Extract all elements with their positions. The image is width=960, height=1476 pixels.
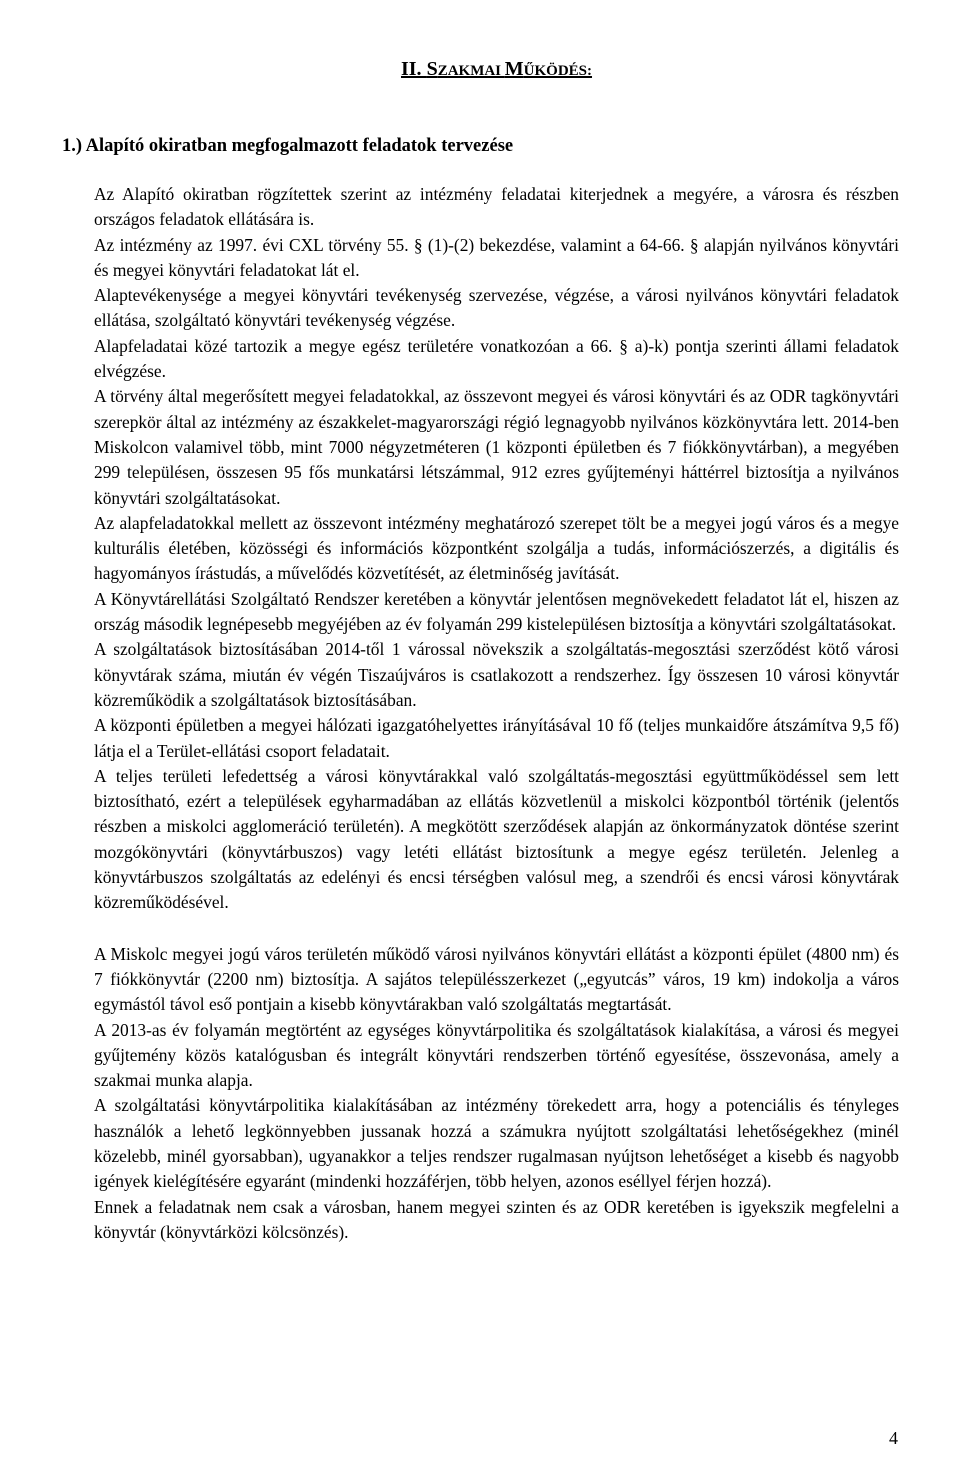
paragraph: A szolgáltatások biztosításában 2014-től 1 várossal növekszik a szolgáltatás-megosztási szerződést kötő városi könyvtárak száma, miután év végén Tiszaújváros is csatlakozott a rendszerhez. Így összesen 10 városi könyvtár közreműködik a szolgáltatások biztosításában.: [94, 639, 899, 710]
title-smallcaps: ZAKMAI: [437, 63, 505, 79]
paragraph: A teljes területi lefedettség a városi könyvtárakkal való szolgáltatás-megosztási együttműködéssel sem lett biztosítható, ezért a települések egyharmadában az ellátás közvetlenül a miskolci központból történik (jelentős részben a miskolci agglomeráció területén). A megkötött szerződések alapján az önkormányzatok döntése szerint mozgókönyvtári (könyvtárbuszos) vagy letéti ellátást biztosítunk a megye egész területén. Jelenleg a könyvtárbuszos szolgáltatás az edelényi és encsi térségben valósul meg, a szendrői és encsi városi könyvtárak közreműködésével.: [94, 765, 899, 913]
paragraph: A szolgáltatási könyvtárpolitika kialakításában az intézmény törekedett arra, hogy a potenciális és tényleges használók a lehető legkönnyebben jussanak hozzá a számukra nyújtott szolgáltatási lehetőségekhez (minél közelebb, minél gyorsabban), ugyanakkor a teljes rendszer rugalmasan nyújtson lehetőséget a kisebb és nagyobb igények kielégítésére egyaránt (mindenki hozzáférjen, több helyen, azonos eséllyel férjen hozzá).: [94, 1095, 899, 1192]
paragraph: Alaptevékenysége a megyei könyvtári tevékenység szervezése, végzése, a városi nyilvános könyvtári feladatok ellátása, szolgáltató könyvtári tevékenység végzése.: [94, 285, 899, 331]
paragraph: A törvény által megerősített megyei feladatokkal, az összevont megyei és városi könyvtári és az ODR tagkönyvtári szerepkör által az intézmény az északkelet-magyarországi régió legnagyobb nyilvános közkönyvtára lett. 2014-ben Miskolcon valamivel több, mint 7000 négyzetméteren (1 központi épületben és 7 fiókkönyvtárban), a megyében 299 településen, összesen 95 fős munkatársi létszámmal, 912 ezres gyűjteményi háttérrel biztosítja a nyilvános könyvtári szolgáltatásokat.: [94, 386, 899, 508]
title-smallcaps: ŰKÖDÉS:: [523, 63, 593, 79]
title-letter: M: [504, 58, 524, 80]
page-number: 4: [889, 1428, 898, 1448]
title-letter: S: [426, 58, 438, 80]
paragraph: Az alapfeladatokkal mellett az összevont intézmény meghatározó szerepet tölt be a megyei jogú város és a megye kulturális életében, közösségi és információs központként szolgálja a tudás, információszerzés, a digitális és hagyományos írástudás, a művelődés közvetítését, az életminőség javítását.: [94, 512, 899, 584]
paragraph: A 2013-as év folyamán megtörtént az egységes könyvtárpolitika és szolgáltatások kialakítása, a városi és megyei gyűjtemény közös katalógusban és integrált könyvtári rendszerben történő egyesítése, összevonása, amely a szakmai munka alapja.: [94, 1019, 899, 1091]
paragraph: A központi épületben a megyei hálózati igazgatóhelyettes irányításával 10 fő (teljes munkaidőre átszámítva 9,5 fő) látja el a Terület-ellátási csoport feladatait.: [94, 715, 899, 761]
paragraph: Az Alapító okiratban rögzítettek szerint az intézmény feladatai kiterjednek a megyére, a városra és részben országos feladatok ellátására is.: [94, 184, 899, 230]
paragraph: Ennek a feladatnak nem csak a városban, hanem megyei szinten és az ODR keretében is igyekszik megfelelni a könyvtár (könyvtárközi kölcsönzés).: [94, 1196, 899, 1242]
subheading: 1.) Alapító okiratban megfogalmazott feladatok tervezése: [62, 136, 514, 156]
section-number: II.: [400, 58, 427, 80]
paragraph: Alapfeladatai közé tartozik a megye egész területére vonatkozóan a 66. § a)-k) pontja szerinti állami feladatok elvégzése.: [94, 335, 899, 382]
paragraph: A Miskolc megyei jogú város területén működő városi nyilvános könyvtári ellátást a központi épület (4800 nm) és 7 fiókkönyvtár (2200 nm) biztosítja. A sajátos településszerkezet („egyutcás” város, 19 km) indokolja a város egymástól távol eső pontjain a kisebb könyvtárakban való szolgáltatás megtartását.: [94, 943, 899, 1015]
body-text: [94, 182, 899, 1245]
paragraph: Az intézmény az 1997. évi CXL törvény 55. § (1)-(2) bekezdése, valamint a 64-66. § alapján nyilvános könyvtári és megyei könyvtári feladatokat lát el.: [94, 234, 899, 280]
paragraph: A Könyvtárellátási Szolgáltató Rendszer keretében a könyvtár jelentősen megnövekedett feladatot lát el, hiszen az ország második legnépesebb megyéjében az év folyamán 299 kistelepülésen biztosítja a könyvtári szolgáltatásokat.: [94, 588, 899, 635]
section-title: [94, 58, 899, 81]
